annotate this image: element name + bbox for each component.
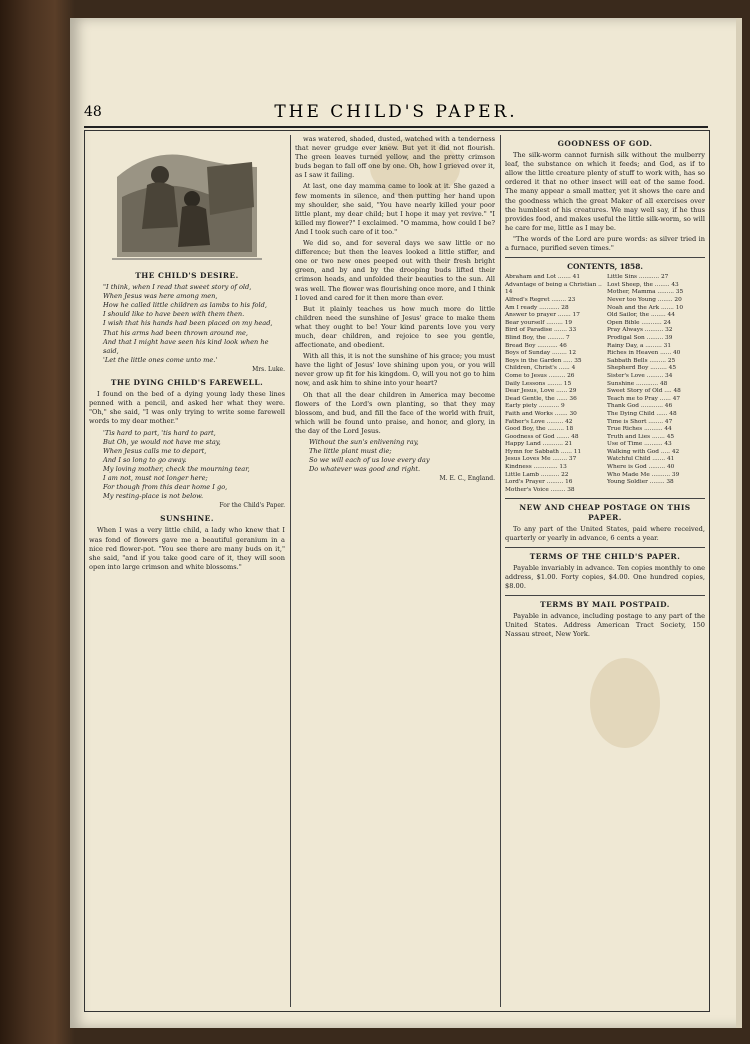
article-paragraph: With all this, it is not the sunshine of his grace; you must have the light of Jesus' love shining upon you, or you will never grow up fit for his kingdom. O, will you not go to him now, and ask him to shine into your heart? [295, 352, 495, 388]
contents-entry: Pray Always .......... 32 [607, 327, 673, 334]
contents-entry: Sabbath Bells ......... 25 [607, 357, 676, 364]
contents-entry: Teach me to Pray ...... 47 [607, 395, 681, 402]
contents-entry: Sweet Story of Old .... 48 [607, 388, 681, 395]
content-frame [84, 130, 710, 1012]
poem-stanza [295, 438, 495, 474]
contents-entry: Early piety ........... 9 [505, 403, 565, 410]
contents-title: CONTENTS, 1858. [567, 262, 643, 272]
contents-entry: Walking with God ..... 42 [607, 448, 680, 455]
contents-index [505, 262, 705, 494]
poem-attribution: Mrs. Luke. [252, 365, 285, 373]
poem-line: But Oh, ye would not have me stay, [103, 437, 221, 446]
poem-line: When Jesus was here among men, [103, 292, 218, 301]
contents-entry: Goodness of God ....... 48 [505, 433, 579, 440]
article-title: THE DYING CHILD'S FAREWELL. [110, 378, 264, 388]
contents-entry: Watchful Child ....... 41 [607, 456, 675, 463]
notice-text: Payable in advance, including postage to any part of the United States. Address American Tract Society, 150 Nassau street, New York. [505, 612, 705, 639]
poem-line: And I so long to go away. [103, 455, 187, 464]
notice-title: NEW AND CHEAP POSTAGE ON THIS PAPER. [519, 503, 691, 522]
contents-entry: Bread Boy ........... 46 [505, 342, 567, 349]
contents-entry: Little Sins ........... 27 [607, 274, 669, 281]
contents-entry: Kindness ............. 13 [505, 464, 567, 471]
document-page [70, 18, 742, 1028]
poem-line: 'Let the little ones come unto me.' [103, 355, 218, 364]
poem-line: For though from this dear home I go, [103, 483, 228, 492]
contents-entry: Truth and Lies ....... 45 [607, 433, 675, 440]
contents-table [505, 274, 705, 494]
contents-entry: Children, Christ's ...... 4 [505, 365, 576, 372]
article-paragraph: At last, one day mamma came to look at it. She gazed a few moments in silence, and then putting her hand upon my shoulder, she said, "You have nearly killed your poor little plant, my dear child; but I hope it may yet revive." "I killed my flower?" I exclaimed. "O mamma, how could I be? And I took such care of it too." [295, 182, 495, 236]
poem-stanza [89, 283, 285, 365]
contents-entry: Little Lamb .......... 22 [505, 471, 569, 478]
article-paragraph: Oh that all the dear children in America may become flowers of the Lord's own planting, so that they may blossom, and bud, and fill the face of the world with fruit, which will be found unto praise, and honor, and glory, in the day of the Lord Jesus. [295, 390, 495, 435]
contents-entry: Prodigal Son ......... 39 [607, 334, 673, 341]
contents-entry: Answer to prayer ....... 17 [505, 312, 580, 319]
contents-entry: Never too Young ........ 20 [607, 297, 682, 303]
divider [505, 498, 705, 499]
contents-entry: Bird of Paradise ....... 33 [505, 327, 577, 334]
poem-line: Without the sun's enlivening ray, [309, 438, 419, 446]
poem-line: I wish that his hands had been placed on my head, [103, 319, 273, 328]
contents-entry: Riches in Heaven ...... 40 [607, 350, 681, 357]
contents-entry: Sunshine ............ 48 [607, 380, 668, 387]
contents-entry: Abraham and Lot ....... 41 [505, 274, 581, 281]
column-3 [505, 135, 705, 1007]
contents-entry: Dead Gentle, the ...... 36 [505, 395, 577, 402]
contents-entry: Mother's Voice ........ 38 [505, 486, 575, 493]
contents-entry: Sister's Love ......... 34 [607, 372, 673, 379]
divider [505, 595, 705, 596]
article-title: GOODNESS OF GOD. [557, 139, 653, 148]
page-number: 48 [84, 104, 102, 120]
contents-entry: Father's Love ......... 42 [505, 418, 573, 425]
scripture-verse: "The words of the Lord are pure words: as silver tried in a furnace, purified seven times." [505, 234, 705, 253]
article-paragraph: I found on the bed of a dying young lady these lines penned with a pencil, and asked her what they were. "Oh," she said, "I was only trying to write some farewell words to my dear mother." [89, 390, 285, 426]
contents-entry: Blind Boy, the ......... 7 [505, 334, 570, 341]
article-paragraph: But it plainly teaches us how much more do little children need the sunshine of Jesus' grace to make them what they ought to be! Your kind parents love you very much, dear children, and rejoice to see you gentle, affectionate, and obedient. [295, 304, 495, 350]
contents-entry: Hymn for Sabbath ...... 11 [505, 448, 582, 455]
article-attribution: For the Child's Paper. [219, 502, 285, 510]
poem-line: 'Tis hard to part, 'tis hard to part, [103, 428, 216, 437]
contents-entry: Noah and the Ark ....... 10 [607, 304, 684, 311]
column-2 [295, 135, 495, 1007]
poem-line: My loving mother, check the mourning tear, [103, 464, 250, 473]
notice-title: TERMS BY MAIL POSTPAID. [540, 600, 670, 610]
poem-line: How he called little children as lambs to his fold, [103, 301, 267, 310]
poem-line: And that I might have seen his kind look when he said, [103, 337, 269, 355]
contents-entry: Time is Short ........ 47 [607, 418, 673, 425]
article-title: SUNSHINE. [160, 514, 214, 524]
contents-entry: Rainy Day, a ......... 31 [607, 342, 672, 349]
contents-entry: Good Boy, the ......... 18 [505, 426, 574, 433]
contents-entry: Young Soldier ........ 38 [607, 479, 674, 486]
contents-entry: Advantage of being a Christian .. 14 [505, 281, 602, 296]
contents-entry: Lord's Prayer ......... 16 [505, 479, 573, 486]
poem-line: So we will each of us love every day [309, 456, 430, 465]
notice-text: Payable invariably in advance. Ten copies monthly to one address, $1.00. Forty copies, $4.00. One hundred copies, $8.00. [505, 563, 705, 591]
contents-entry: Open Bible ........... 24 [607, 319, 671, 326]
article-paragraph: We did so, and for several days we saw little or no difference; but then the leaves looked a little stiffer, and one or two new ones peeped out with their fresh bright green, and by and by the drooping buds lifted their crimson heads, and unfolded their beauties to the sun. All was well. The flower was flourishing once more, and I think I loved and cared for it then more than ever. [295, 239, 495, 302]
contents-entry: Am I ready ........... 28 [505, 304, 569, 311]
engraving-illustration [112, 137, 262, 265]
contents-entry: Daily Lessons ........ 15 [505, 380, 572, 387]
poem-line: I am not, must not longer here; [103, 473, 208, 482]
column-rule [290, 135, 291, 1007]
poem-title: THE CHILD'S DESIRE. [135, 271, 239, 280]
column-1 [89, 135, 285, 1007]
contents-entry: Boys of Sunday ........ 12 [505, 350, 577, 357]
contents-entry: The Dying Child ...... 48 [607, 410, 677, 417]
contents-entry: Alfred's Regret ........ 23 [505, 297, 576, 303]
contents-column-left [505, 274, 603, 494]
contents-entry: Old Sailor, the ........ 44 [607, 312, 675, 319]
poem-line: "I think, when I read that sweet story of old, [103, 283, 252, 292]
contents-entry: Shepherd Boy ......... 45 [607, 365, 677, 372]
poem-line: When Jesus calls me to depart, [103, 446, 207, 455]
contents-entry: Lost Sheep, the ........ 43 [607, 281, 679, 288]
contents-entry: Faith and Works ....... 30 [505, 410, 577, 417]
contents-entry: Dear Jesus, Love ...... 29 [505, 388, 577, 395]
contents-entry: Thank God ............ 46 [607, 403, 673, 410]
poem-line: The little plant must die; [309, 447, 392, 456]
article-attribution: M. E. C., England. [439, 475, 495, 483]
divider [505, 257, 705, 258]
paper-title: THE CHILD'S PAPER. [274, 102, 518, 122]
contents-entry: Boys in the Garden ..... 35 [505, 357, 582, 364]
contents-entry: Happy Land ........... 21 [505, 441, 573, 448]
notice-title: TERMS OF THE CHILD'S PAPER. [529, 551, 681, 561]
divider [505, 547, 705, 548]
page-header [84, 100, 708, 128]
contents-entry: Jesus Loves Me ........ 37 [505, 456, 577, 463]
column-rule [500, 135, 501, 1007]
poem-line: That his arms had been thrown around me, [103, 328, 248, 337]
contents-column-right [607, 274, 705, 494]
contents-entry: Use of Time .......... 43 [607, 441, 672, 448]
contents-entry: Come to Jesus ......... 26 [505, 372, 575, 379]
page-edge [736, 18, 742, 1028]
poem-line: Do whatever was good and right. [309, 465, 421, 474]
contents-entry: Who Made Me .......... 39 [607, 471, 680, 478]
article-paragraph: When I was a very little child, a lady who knew that I was fond of flowers gave me a beautiful geranium in a nice red flower-pot. "You see there are many buds on it," she said, "and if you take good care of it, they will soon open into large crimson and white blossoms." [89, 526, 285, 571]
poem-line: I should like to have been with them then. [103, 310, 245, 319]
contents-entry: True Riches .......... 44 [607, 426, 672, 433]
poem-line: My resting-place is not below. [103, 492, 204, 501]
article-paragraph: The silk-worm cannot furnish silk without the mulberry leaf, the substance on which it feeds; and God, as if to allow the little creature plenty of stuff to work with, has so ordered it that no other insect will eat of the same food. The many appear a small matter, yet it shows the care and the goodness which the great Maker of all exercises over the humblest of his creatures. We may well say, if he thus provides food, and makes useful the little silk-worm, so will he care for me, little as I may be. [505, 151, 705, 232]
contents-entry: Where is God ......... 40 [607, 464, 675, 471]
contents-entry: Bear yourself ......... 19 [505, 319, 573, 326]
notice-text: To any part of the United States, paid where received, quarterly or yearly in advance, 6 cents a year. [505, 524, 705, 542]
article-paragraph: was watered, shaded, dusted, watched with a tenderness that never grudge ever knew. But yet it did not flourish. The green leaves turned yellow, and the pretty crimson buds began to fall off one by one. Oh, how I grieved over it, as I saw it failing. [295, 135, 495, 180]
poem-stanza [89, 429, 285, 502]
contents-entry: Mother, Mamma ......... 35 [607, 289, 684, 296]
